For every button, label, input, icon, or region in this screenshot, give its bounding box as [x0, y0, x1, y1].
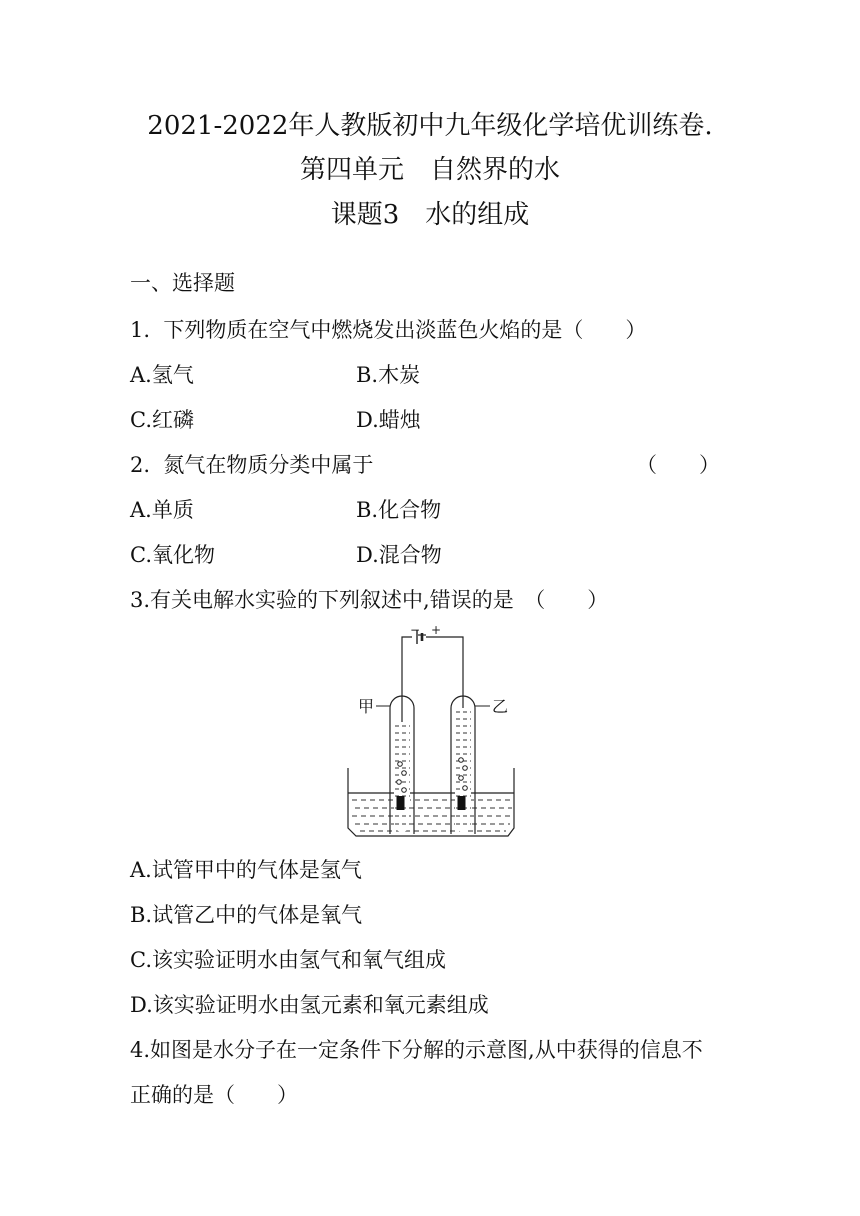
- question-stem: 2. 氮气在物质分类中属于: [130, 453, 374, 477]
- option-a: A.氢气: [130, 363, 194, 387]
- option-d: D.混合物: [356, 543, 442, 567]
- tube-label-jia: 甲: [358, 697, 375, 716]
- option-c: C.该实验证明水由氢气和氧气组成: [130, 948, 446, 972]
- section-title: 一、选择题: [130, 271, 235, 295]
- option-a: A.单质: [130, 498, 194, 522]
- basin-water: [352, 800, 512, 831]
- positive-terminal-label: +: [431, 623, 442, 637]
- question-stem: 3.有关电解水实验的下列叙述中,错误的是 （ ）: [130, 588, 609, 612]
- option-d: D.该实验证明水由氢元素和氧元素组成: [130, 993, 489, 1017]
- water-basin: [348, 768, 514, 836]
- tube-water-right: [455, 708, 471, 834]
- question-stem: 1. 下列物质在空气中燃烧发出淡蓝色火焰的是（ ）: [130, 318, 647, 342]
- circuit-wire: [402, 635, 463, 802]
- electrolysis-apparatus-diagram: [340, 622, 516, 840]
- electrode-left: [397, 796, 405, 810]
- document-title: 2021-2022年人教版初中九年级化学培优训练卷.: [147, 111, 713, 141]
- question-stem-line2: 正确的是（ ）: [130, 1083, 298, 1107]
- lesson-title: 课题3 水的组成: [330, 200, 530, 230]
- tube-label-yi: 乙: [492, 697, 509, 716]
- option-a: A.试管甲中的气体是氢气: [130, 858, 362, 882]
- unit-title: 第四单元 自然界的水: [299, 155, 560, 185]
- answer-parentheses: （ ）: [636, 453, 720, 477]
- option-c: C.红磷: [130, 408, 194, 432]
- option-c: C.氧化物: [130, 543, 215, 567]
- option-b: B.试管乙中的气体是氧气: [130, 903, 363, 927]
- tube-water-left: [394, 722, 410, 834]
- electrode-right: [458, 796, 466, 810]
- negative-terminal-label: −: [410, 623, 421, 637]
- question-stem-line1: 4.如图是水分子在一定条件下分解的示意图,从中获得的信息不: [130, 1038, 703, 1062]
- option-b: B.化合物: [356, 498, 442, 522]
- option-b: B.木炭: [356, 363, 421, 387]
- option-d: D.蜡烛: [356, 408, 421, 432]
